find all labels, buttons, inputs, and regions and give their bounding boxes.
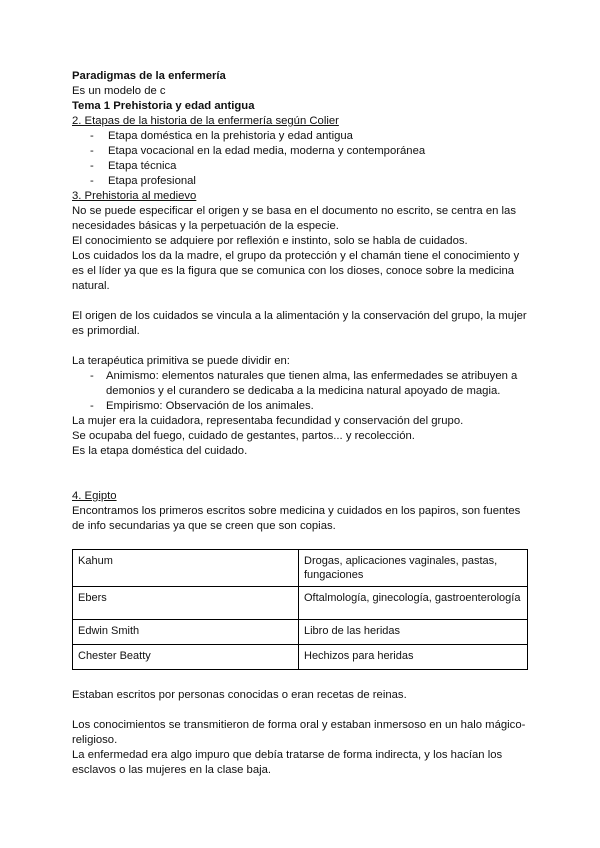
section4-heading: 4. Egipto [72,490,117,502]
paragraph: Los cuidados los da la madre, el grupo da protección y el chamán tiene el conocimiento y es el líder ya que es la figura que se comunica con los dioses, conoce sobre la medicina natural. [72,250,520,292]
section2-bullet-list [72,129,532,189]
document-page [72,69,532,778]
intro-text: Es un modelo de c [72,85,166,97]
table-cell: Drogas, aplicaciones vaginales, pastas, fungaciones [299,550,528,587]
paragraph: Estaban escritos por personas conocidas o eran recetas de reinas. [72,689,407,701]
table-row [73,550,528,587]
paragraph: Es la etapa doméstica del cuidado. [72,445,248,457]
table-cell: Ebers [73,587,299,620]
paragraph: La terapéutica primitiva se puede dividir en: [72,355,290,367]
table-cell: Chester Beatty [73,645,299,670]
table-row [73,645,528,670]
table-row [73,620,528,645]
list-item: - Etapa profesional [72,174,532,189]
paragraph: El conocimiento se adquiere por reflexión e instinto, solo se habla de cuidados. [72,235,468,247]
paragraph: El origen de los cuidados se vincula a la alimentación y la conservación del grupo, la mujer es primordial. [72,310,527,337]
paragraph: No se puede especificar el origen y se basa en el documento no escrito, se centra en las necesidades básicas y la perpetuación de la especie. [72,205,516,232]
papiros-table [72,549,528,670]
paragraph: Encontramos los primeros escritos sobre medicina y cuidados en los papiros, son fuentes de info secundarias ya que se creen que son copias. [72,505,521,532]
table-cell: Libro de las heridas [299,620,528,645]
table-cell: Kahum [73,550,299,587]
section2-heading: 2. Etapas de la historia de la enfermería según Colier [72,115,339,127]
table-cell: Hechizos para heridas [299,645,528,670]
list-item: - Empirismo: Observación de los animales. [72,399,532,414]
paragraph: Los conocimientos se transmitieron de forma oral y estaban inmersoso en un halo mágico-religioso. [72,719,526,746]
table-row [73,587,528,620]
section3-heading: 3. Prehistoria al medievo [72,190,197,202]
paragraph: La mujer era la cuidadora, representaba fecundidad y conservación del grupo. [72,415,464,427]
table-cell: Edwin Smith [73,620,299,645]
list-item: - Etapa vocacional en la edad media, moderna y contemporánea [72,144,532,159]
tema-heading: Tema 1 Prehistoria y edad antigua [72,100,255,112]
list-item: - Etapa doméstica en la prehistoria y edad antigua [72,129,532,144]
table-cell: Oftalmología, ginecología, gastroenterología [299,587,528,620]
paragraph: Se ocupaba del fuego, cuidado de gestantes, partos... y recolección. [72,430,415,442]
list-item: - Etapa técnica [72,159,532,174]
paragraph: La enfermedad era algo impuro que debía tratarse de forma indirecta, y los hacían los esclavos o las mujeres en la clase baja. [72,749,503,776]
terapeutica-bullet-list [72,369,532,414]
list-item: - Animismo: elementos naturales que tienen alma, las enfermedades se atribuyen a demonios y el curandero se dedicaba a la medicina natural apoyado de magia. [72,369,532,399]
doc-title: Paradigmas de la enfermería [72,70,226,82]
